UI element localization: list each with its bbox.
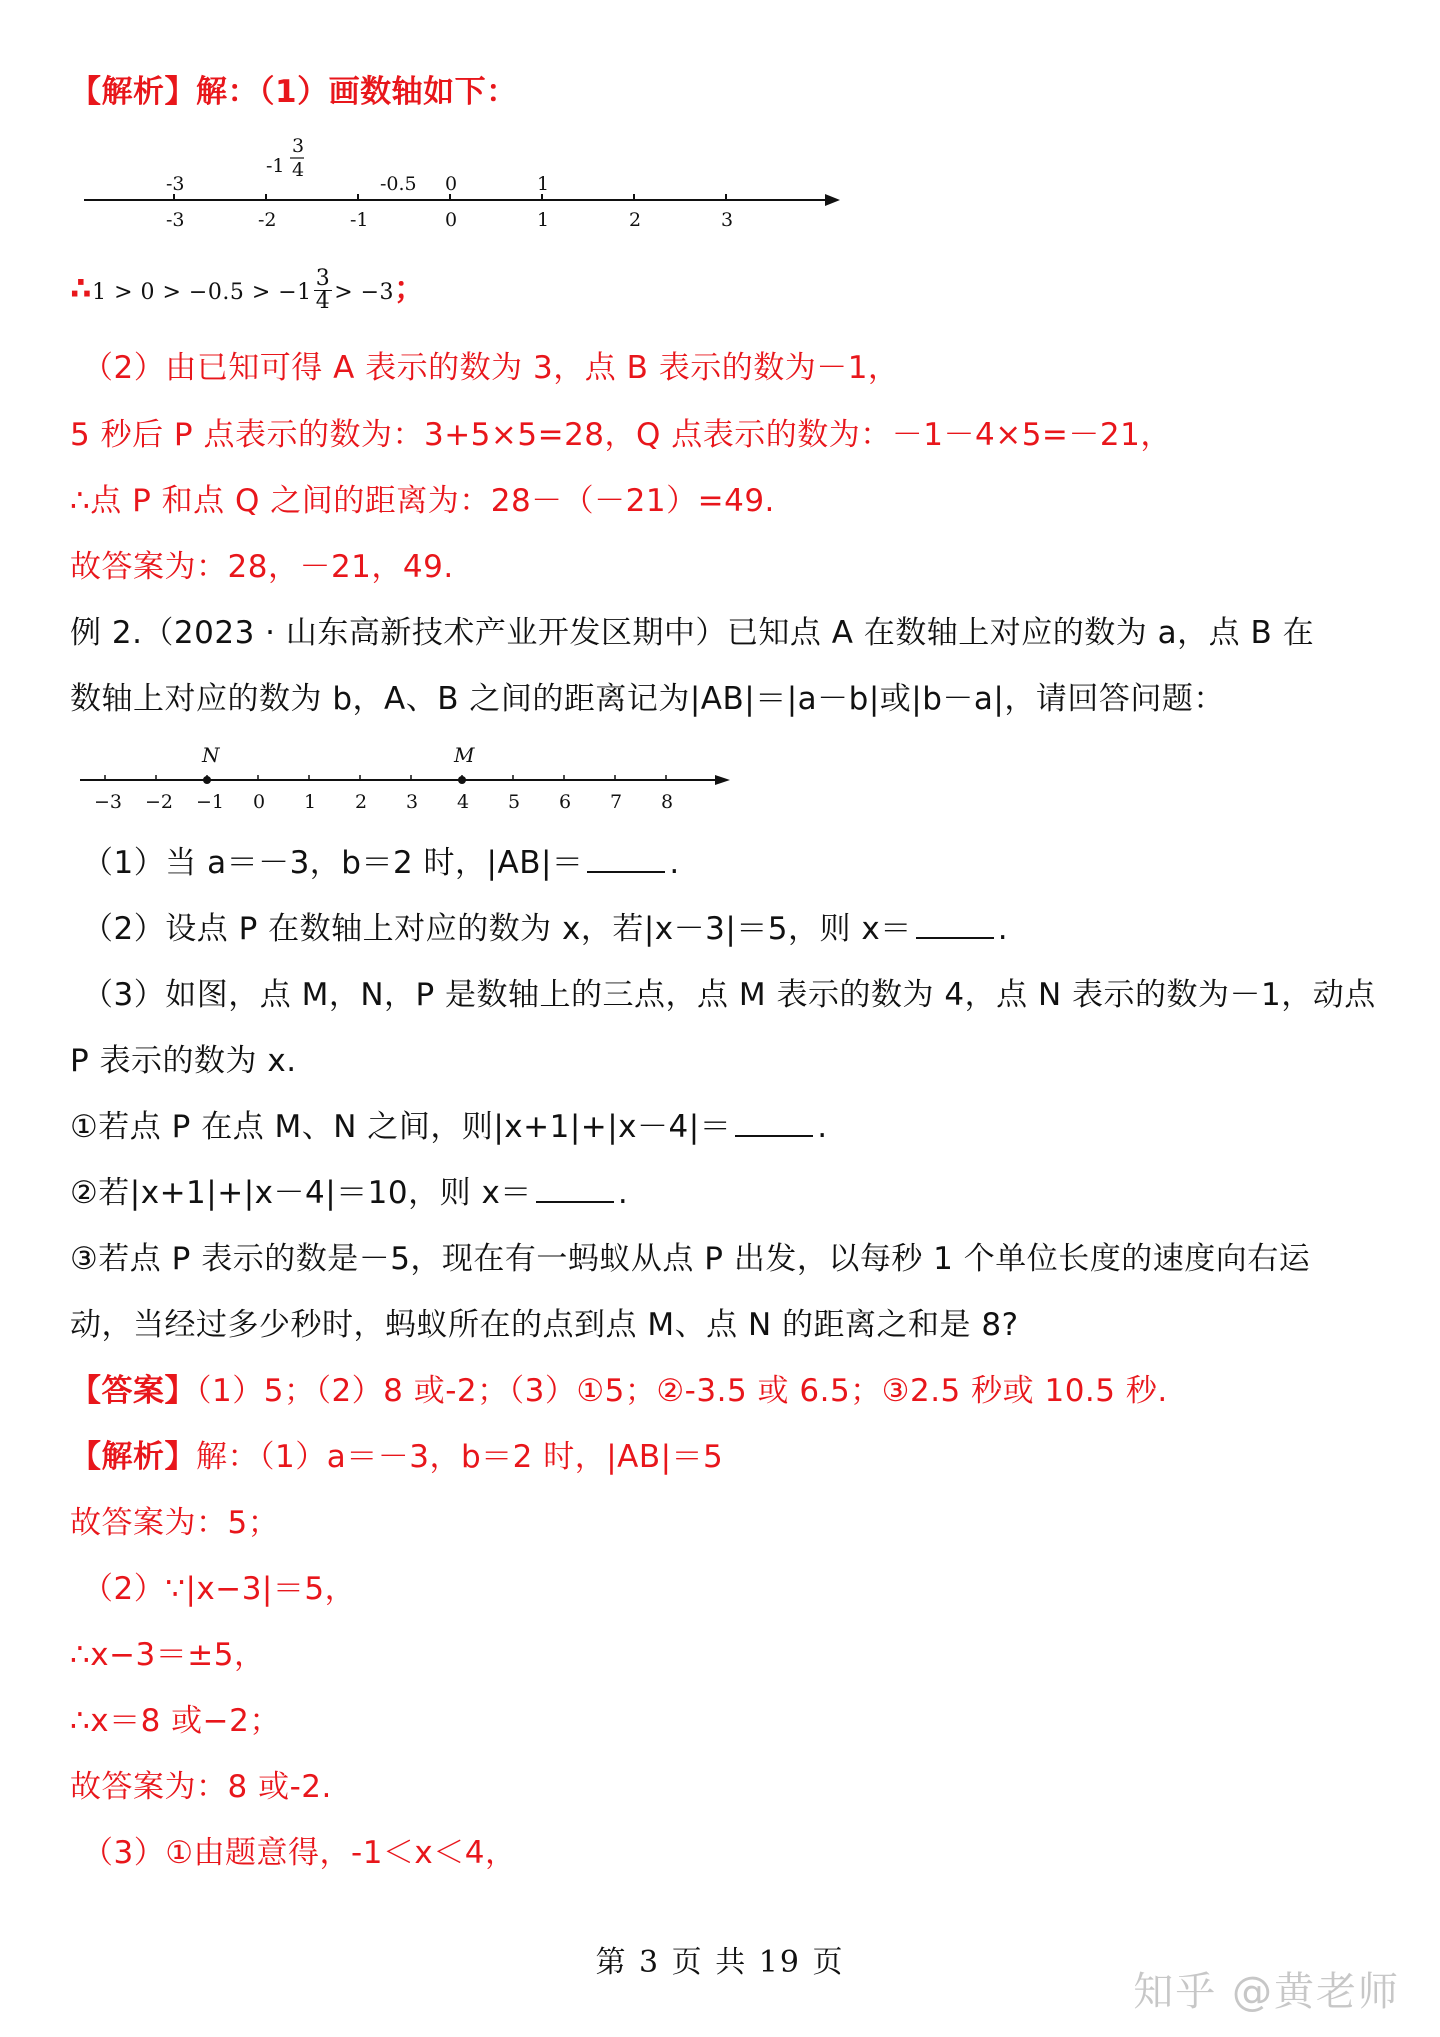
axis1-bottom-label: -3 [166, 209, 185, 231]
part2-line4: 故答案为：28，－21，49. [70, 549, 454, 585]
question-2-end: . [997, 911, 1009, 947]
order-part-a: 1 > 0 > −0.5 > −1 [92, 280, 312, 305]
analysis-text-1: 解：（1）a＝－3，b＝2 时，|AB|＝5 [196, 1439, 724, 1475]
order-part-b: > −3 [334, 280, 395, 305]
question-2 [82, 909, 1008, 949]
axis2-label: 2 [355, 791, 368, 813]
analysis-line2: 故答案为：5； [70, 1505, 280, 1541]
axis2-label: 6 [559, 791, 572, 813]
answer-blank [587, 845, 665, 873]
question-2-text: （2）设点 P 在数轴上对应的数为 x，若|x－3|＝5，则 x＝ [82, 911, 912, 947]
question-3a [70, 1107, 828, 1147]
answer-line [70, 1371, 1168, 1411]
analysis-heading-1 [70, 72, 518, 112]
watermark: 知乎 @黄老师 [1133, 1969, 1400, 2015]
example2-line1: 例 2.（2023 · 山东高新技术产业开发区期中）已知点 A 在数轴上对应的数为 a，点 B 在 [70, 615, 1315, 651]
axis1-bottom-label: 1 [537, 209, 550, 231]
point-m-label: M [454, 743, 475, 767]
axis1-top-label: 0 [445, 173, 458, 195]
axis1-top-label: -0.5 [380, 173, 417, 195]
axis1-bottom-label: 3 [721, 209, 734, 231]
axis1-top-label: -3 [166, 173, 185, 195]
point-m-dot [458, 776, 466, 784]
axis1-bottom-label: 0 [445, 209, 458, 231]
point-n-dot [203, 776, 211, 784]
question-1-text: （1）当 a＝－3，b＝2 时，|AB|＝ [82, 845, 584, 881]
analysis-intro: 解：（1）画数轴如下： [196, 74, 518, 110]
question-3a-end: . [817, 1109, 828, 1145]
order-inequality [70, 268, 426, 313]
number-line-2 [70, 740, 750, 820]
analysis-line6: 故答案为：8 或-2. [70, 1769, 332, 1805]
axis1-top-label: -1 [266, 155, 285, 177]
axis1-top-frac-den: 4 [292, 159, 305, 181]
order-fraction [314, 268, 333, 313]
analysis-line4: ∴x−3＝±5， [70, 1637, 266, 1673]
page-footer: 第 3 页 共 19 页 [595, 1945, 845, 1980]
axis1-bottom-label: -1 [350, 209, 369, 231]
answer-tag: 【答案】 [70, 1373, 196, 1409]
question-3b [70, 1173, 628, 1213]
axis1-bottom-label: 2 [629, 209, 642, 231]
point-n-label: N [202, 743, 220, 767]
analysis-line7: （3）①由题意得，-1＜x＜4， [82, 1835, 517, 1871]
axis2-label: 8 [661, 791, 674, 813]
axis2-label: 7 [610, 791, 623, 813]
axis2-label: −1 [196, 791, 225, 813]
axis2-label: 4 [457, 791, 470, 813]
answer-blank [536, 1175, 614, 1203]
axis1-bottom-label: -2 [258, 209, 277, 231]
axis2-label: 0 [253, 791, 266, 813]
axis2-label: −2 [145, 791, 174, 813]
analysis-line3: （2）∵|x−3|＝5， [82, 1571, 357, 1607]
answer-blank [735, 1109, 813, 1137]
part2-line2: 5 秒后 P 点表示的数为：3+5×5=28，Q 点表示的数为：－1－4×5=－21， [70, 417, 1172, 453]
question-3b-end: . [617, 1175, 629, 1211]
question-3-line2: P 表示的数为 x. [70, 1043, 297, 1079]
question-1-end: . [669, 845, 680, 881]
question-3a-text: ①若点 P 在点 M、N 之间，则|x+1|+|x－4|＝ [70, 1109, 732, 1145]
analysis-line5: ∴x＝8 或−2； [70, 1703, 281, 1739]
answer-blank [916, 911, 994, 939]
question-3c-line2: 动，当经过多少秒时，蚂蚁所在的点到点 M、点 N 的距离之和是 8? [70, 1307, 1019, 1343]
order-frac-num: 3 [315, 266, 331, 291]
axis1-top-label: 1 [537, 173, 550, 195]
question-3b-text: ②若|x+1|+|x－4|＝10，则 x＝ [70, 1175, 532, 1211]
analysis-tag: 【解析】 [70, 74, 196, 110]
analysis-line1 [70, 1437, 723, 1477]
order-frac-den: 4 [315, 289, 331, 314]
question-3-line1: （3）如图，点 M，N，P 是数轴上的三点，点 M 表示的数为 4，点 N 表示的数为－1，动点 [82, 977, 1376, 1013]
therefore-symbol: ∴ [70, 271, 93, 307]
question-1 [82, 843, 680, 883]
axis2-label: 3 [406, 791, 419, 813]
part2-line1: （2）由已知可得 A 表示的数为 3，点 B 表示的数为－1， [82, 350, 900, 386]
part2-line3: ∴点 P 和点 Q 之间的距离为：28－（－21）=49. [70, 483, 775, 519]
answer-text: （1）5；（2）8 或-2；（3）①5；②-3.5 或 6.5；③2.5 秒或 10.5 秒. [196, 1373, 1168, 1409]
axis1-top-frac-num: 3 [292, 135, 305, 157]
example2-line2: 数轴上对应的数为 b，A、B 之间的距离记为|AB|＝|a－b|或|b－a|，请回答问题： [70, 681, 1225, 717]
axis2-label: 5 [508, 791, 521, 813]
order-end: ； [394, 271, 426, 307]
axis2-label: 1 [304, 791, 317, 813]
axis2-label: −3 [94, 791, 123, 813]
question-3c-line1: ③若点 P 表示的数是－5，现在有一蚂蚁从点 P 出发，以每秒 1 个单位长度的速度向右运 [70, 1241, 1311, 1277]
number-line-1 [70, 130, 850, 240]
analysis-tag-2: 【解析】 [70, 1439, 196, 1475]
